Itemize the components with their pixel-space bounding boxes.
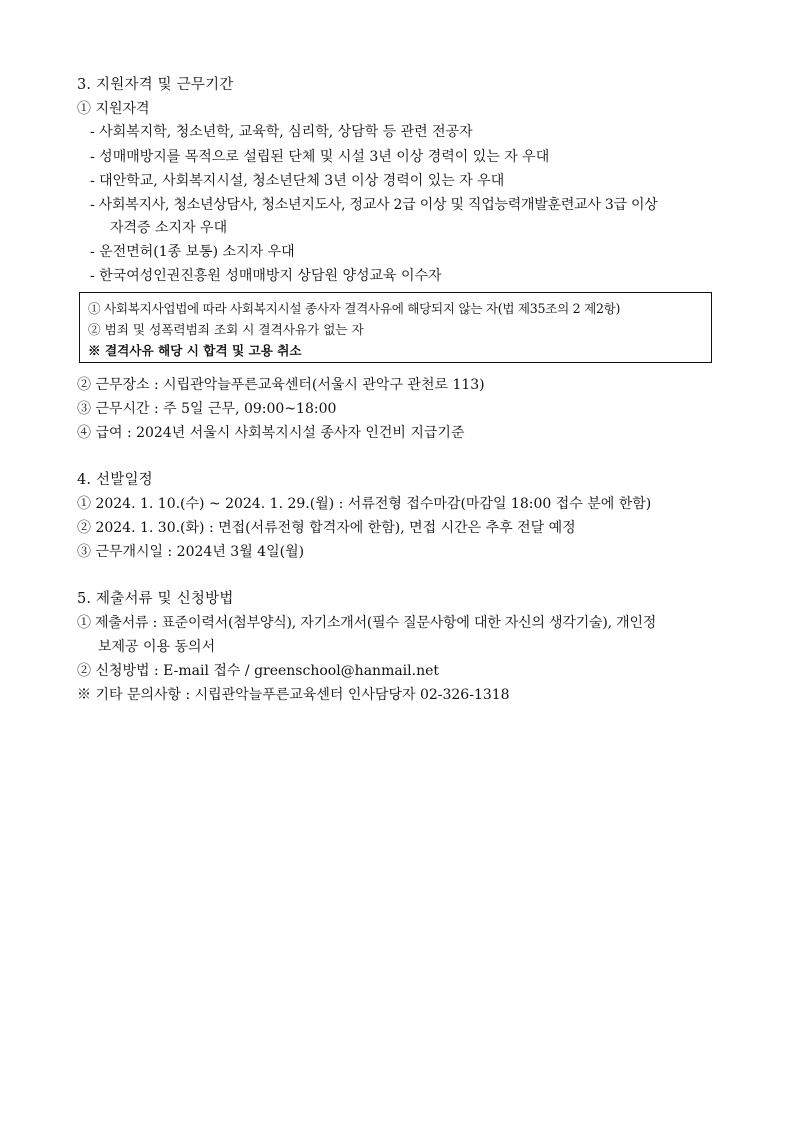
disqualification-notice-box	[79, 292, 712, 363]
notice-line: ① 사회복지사업법에 따라 사회복지시설 종사자 결격사유에 해당되지 않는 자(법 제35조의 2 제2항)	[88, 301, 621, 316]
qualification-heading: ① 지원자격	[77, 101, 150, 117]
qualification-item: - 성매매방지를 목적으로 설립된 단체 및 시설 3년 이상 경력이 있는 자 우대	[90, 149, 550, 165]
salary: ④ 급여 : 2024년 서울시 사회복지시설 종사자 인건비 지급기준	[77, 425, 465, 441]
application-method: ② 신청방법 : E-mail 접수 / greenschool@hanmail.net	[77, 663, 440, 679]
schedule-item: ① 2024. 1. 10.(수) ~ 2024. 1. 29.(월) : 서류전형 접수마감(마감일 18:00 접수 분에 한함)	[77, 496, 652, 512]
qualification-item: - 한국여성인권진흥원 성매매방지 상담원 양성교육 이수자	[90, 268, 442, 284]
qualification-item: - 대안학교, 사회복지시설, 청소년단체 3년 이상 경력이 있는 자 우대	[90, 173, 505, 189]
schedule-item: ② 2024. 1. 30.(화) : 면접(서류전형 합격자에 한함), 면접 시간은 추후 전달 예정	[77, 520, 576, 536]
qualification-item: - 사회복지학, 청소년학, 교육학, 심리학, 상담학 등 관련 전공자	[90, 124, 473, 140]
section-4-title: 4. 선발일정	[77, 472, 153, 488]
qualification-item: - 운전면허(1종 보통) 소지자 우대	[90, 244, 295, 260]
schedule-item: ③ 근무개시일 : 2024년 3월 4일(월)	[77, 544, 305, 560]
section-3-title: 3. 지원자격 및 근무기간	[77, 77, 234, 93]
qualification-item-continuation: 자격증 소지자 우대	[110, 220, 228, 236]
submission-documents: ① 제출서류 : 표준이력서(첨부양식), 자기소개서(필수 질문사항에 대한 자신의 생각기술), 개인정	[77, 615, 657, 631]
contact-info: ※ 기타 문의사항 : 시립관악늘푸른교육센터 인사담당자 02-326-1318	[77, 687, 510, 703]
workplace: ② 근무장소 : 시립관악늘푸른교육센터(서울시 관악구 관천로 113)	[77, 377, 485, 393]
qualification-item: - 사회복지사, 청소년상담사, 청소년지도사, 정교사 2급 이상 및 직업능력개발훈련교사 3급 이상	[90, 197, 658, 213]
submission-documents-continuation: 보제공 이용 동의서	[98, 639, 216, 655]
work-hours: ③ 근무시간 : 주 5일 근무, 09:00~18:00	[77, 401, 337, 417]
notice-warning: ※ 결격사유 해당 시 합격 및 고용 취소	[88, 343, 302, 358]
section-5-title: 5. 제출서류 및 신청방법	[77, 591, 234, 607]
notice-line: ② 범죄 및 성폭력범죄 조회 시 결격사유가 없는 자	[88, 322, 364, 337]
